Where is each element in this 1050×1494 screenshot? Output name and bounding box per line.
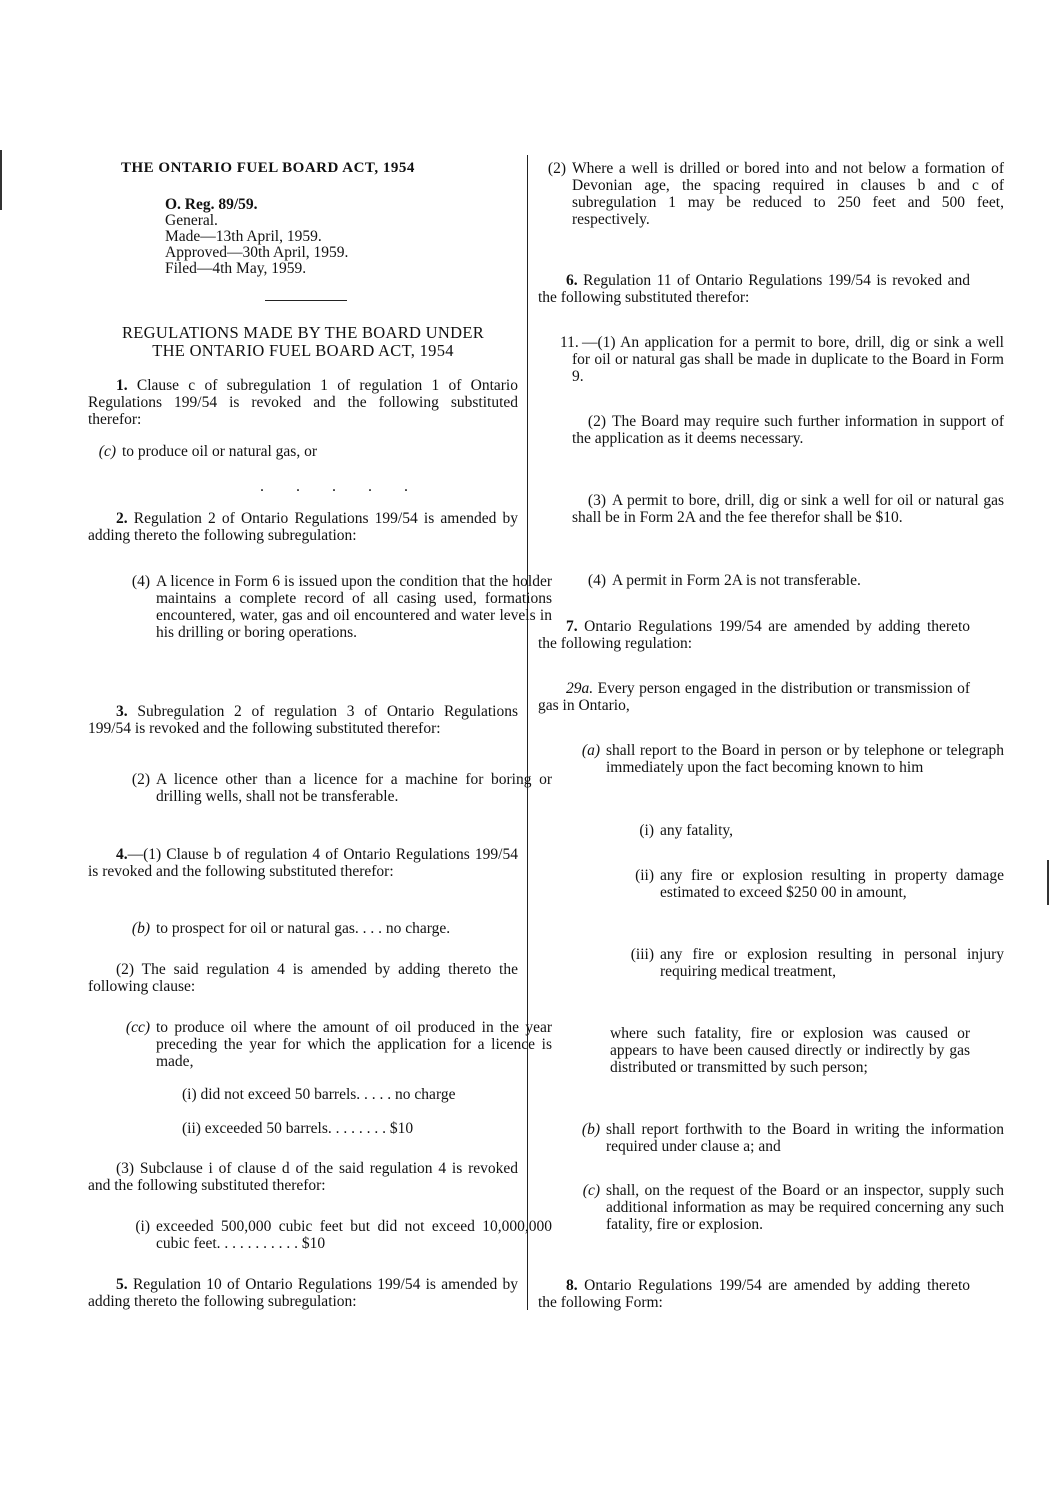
regulation-29a-clause-a: (a) shall report to the Board in person or by telephone or telegraph immediately upon the fact becoming known to him: [581, 742, 1004, 776]
section-4-clause-b: (b) to prospect for oil or natural gas. . . . no charge.: [131, 920, 451, 937]
section-1: 1. Clause c of subregulation 1 of regulation 1 of Ontario Regulations 199/54 is revoked and the following substituted therefor:: [88, 377, 518, 428]
scan-edge-right: [1047, 860, 1049, 905]
regulations-heading-line1: REGULATIONS MADE BY THE BOARD UNDER: [121, 323, 485, 342]
section-4-subreg-2: (2) The said regulation 4 is amended by adding thereto the following clause:: [88, 961, 518, 995]
clause-a-item-i: (i) any fatality,: [639, 822, 734, 839]
section-2: 2. Regulation 2 of Ontario Regulations 199/54 is amended by adding thereto the following subregulation:: [88, 510, 519, 544]
regulation-29a-clause-c: (c) shall, on the request of the Board or an inspector, supply such additional information as may be required concerning any such fatality, fire or explosion.: [582, 1182, 1004, 1233]
section-8: 8. Ontario Regulations 199/54 are amended by adding thereto the following Form:: [538, 1277, 970, 1311]
regulation-11-subreg-2: (2) The Board may require such further information in support of the application as it deems necessary.: [572, 413, 1004, 447]
section-2-subreg-4: (4) A licence in Form 6 is issued upon the condition that the holder maintains a complete record of all casing used, formations encountered, water, gas and oil encountered and water levels in his drilling or boring operations.: [131, 573, 552, 641]
section-3-subreg-2: (2) A licence other than a licence for a machine for boring or drilling wells, shall not be transferable.: [131, 771, 552, 805]
approved-date: Approved—30th April, 1959.: [165, 244, 349, 261]
reg-category: General.: [165, 212, 218, 229]
regulation-29a: 29a. Every person engaged in the distribution or transmission of gas in Ontario,: [538, 680, 970, 714]
made-date: Made—13th April, 1959.: [165, 228, 322, 245]
section-1-clause-c: (c) to produce oil or natural gas, or: [98, 443, 317, 460]
section-6: 6. Regulation 11 of Ontario Regulations 199/54 is revoked and the following substituted therefor:: [538, 272, 971, 306]
section-5: 5. Regulation 10 of Ontario Regulations 199/54 is amended by adding thereto the following subregulation:: [88, 1276, 519, 1310]
act-title: THE ONTARIO FUEL BOARD ACT, 1954: [121, 160, 415, 176]
clause-a-where: where such fatality, fire or explosion was caused or appears to have been caused directly or indirectly by gas distributed or transmitted by such person;: [610, 1025, 970, 1076]
section-4-subclause-i: (i) exceeded 500,000 cubic feet but did not exceed 10,000,000 cubic feet. . . . . . . . . . . $10: [135, 1218, 552, 1252]
regulation-11-subreg-1: 11. —(1) An application for a permit to bore, drill, dig or sink a well for oil or natural gas shall be made in duplicate to the Board in Form 9.: [560, 334, 1004, 385]
section-4-cc-ii: (ii) exceeded 50 barrels. . . . . . . . $10: [182, 1120, 414, 1137]
column-divider: [527, 155, 528, 1310]
scan-edge-left: [0, 150, 2, 210]
header-rule: [265, 300, 347, 301]
reg-number: O. Reg. 89/59.: [165, 196, 258, 213]
regulation-11-subreg-3: (3) A permit to bore, drill, dig or sink a well for oil or natural gas shall be in Form 2A and the fee therefor shall be $10.: [572, 492, 1004, 526]
section-5-subreg-2: (2) Where a well is drilled or bored into and not below a formation of Devonian age, the spacing required in clauses b and c of subregulation 1 may be reduced to 250 feet and 500 feet, respectively.: [547, 160, 1004, 228]
section-4-subreg-3: (3) Subclause i of clause d of the said regulation 4 is revoked and the following substituted therefor:: [88, 1160, 518, 1194]
clause-a-item-iii: (iii) any fire or explosion resulting in personal injury requiring medical treatment,: [630, 946, 1004, 980]
regulations-heading-line2: THE ONTARIO FUEL BOARD ACT, 1954: [152, 341, 454, 360]
ellipsis: . . . . .: [260, 478, 422, 495]
regulation-11-subreg-4: (4) A permit in Form 2A is not transferable.: [587, 572, 861, 589]
section-3: 3. Subregulation 2 of regulation 3 of Ontario Regulations 199/54 is revoked and the following substituted therefor:: [88, 703, 518, 737]
regulation-29a-clause-b: (b) shall report forthwith to the Board in writing the information required under clause a; and: [581, 1121, 1004, 1155]
section-7: 7. Ontario Regulations 199/54 are amended by adding thereto the following regulation:: [538, 618, 970, 652]
section-4-cc-i: (i) did not exceed 50 barrels. . . . . no charge: [182, 1086, 456, 1103]
clause-a-item-ii: (ii) any fire or explosion resulting in property damage estimated to exceed $250 00 in amount,: [635, 867, 1004, 901]
filed-date: Filed—4th May, 1959.: [165, 260, 307, 277]
section-4: 4.—(1) Clause b of regulation 4 of Ontario Regulations 199/54 is revoked and the following substituted therefor:: [88, 846, 518, 880]
section-4-clause-cc: (cc) to produce oil where the amount of oil produced in the year preceding the year for which the application for a licence is made,: [125, 1019, 552, 1070]
